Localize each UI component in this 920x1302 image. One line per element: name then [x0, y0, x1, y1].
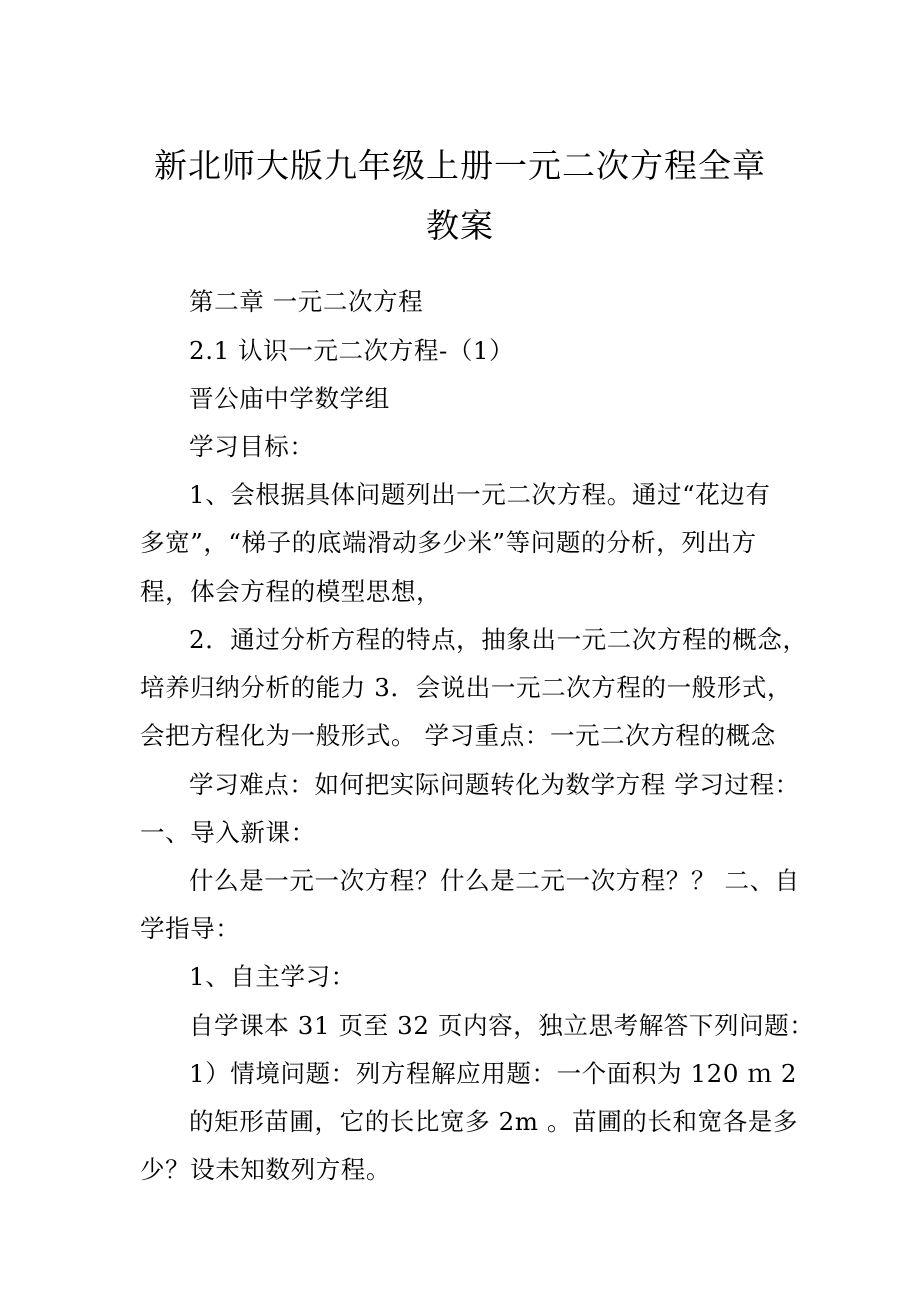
- paragraph-line: 培养归纳分析的能力 3．会说出一元二次方程的一般形式，: [140, 673, 793, 702]
- objectives-heading: 学习目标：: [189, 432, 315, 461]
- paragraph-line: 学习难点：如何把实际问题转化为数学方程 学习过程：: [189, 770, 800, 799]
- self-study-heading: 1、自主学习：: [189, 962, 356, 991]
- paragraph-line: 少？设未知数列方程。: [140, 1155, 391, 1184]
- chapter-heading: 第二章 一元二次方程: [189, 287, 424, 316]
- paragraph-line: 会把方程化为一般形式。 学习重点：一元二次方程的概念: [140, 721, 776, 750]
- paragraph-line: 的矩形苗圃，它的长比宽多 2m 。苗圃的长和宽各是多: [189, 1107, 798, 1136]
- section-heading: 2.1 认识一元二次方程-（1）: [189, 336, 515, 365]
- document-title-line-2: 教案: [426, 206, 494, 245]
- paragraph-line: 学指导：: [140, 914, 241, 943]
- paragraph-line: 2．通过分析方程的特点，抽象出一元二次方程的概念，: [189, 625, 808, 654]
- paragraph-line: 自学课本 31 页至 32 页内容，独立思考解答下列问题：: [189, 1011, 815, 1040]
- paragraph-line: 程，体会方程的模型思想，: [140, 577, 442, 606]
- paragraph-line: 1、会根据具体问题列出一元二次方程。通过“花边有: [189, 480, 771, 509]
- paragraph-line: 多宽”，“梯子的底端滑动多少米”等问题的分析，列出方: [140, 528, 757, 557]
- section-intro-heading: 一、导入新课：: [140, 818, 316, 847]
- author-group: 晋公庙中学数学组: [189, 384, 390, 413]
- paragraph-line: 什么是一元一次方程？什么是二元一次方程？？ 二、自: [189, 866, 800, 895]
- paragraph-line: 1）情境问题：列方程解应用题：一个面积为 120 ｍ 2: [189, 1059, 798, 1088]
- document-title-line-1: 新北师大版九年级上册一元二次方程全章: [154, 146, 766, 185]
